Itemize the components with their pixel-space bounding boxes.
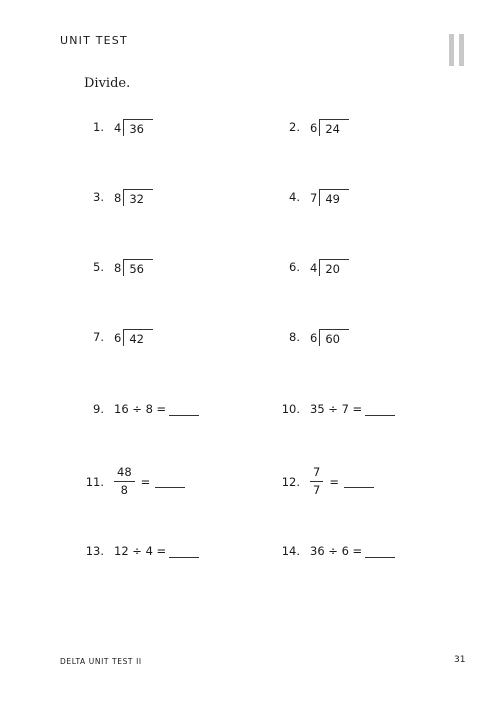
division-expression: 12 ÷ 4 = [114,544,167,558]
problem-number: 13. [85,544,104,558]
divisor: 8 [114,191,122,205]
division-expression: 36 ÷ 6 = [310,544,363,558]
problem-number: 7. [93,329,104,344]
answer-blank[interactable] [169,545,199,558]
answer-blank[interactable] [155,475,185,488]
denominator: 7 [313,483,321,497]
dividend: 36 [123,119,153,136]
divisor: 6 [310,331,318,345]
problem-13 [82,544,199,558]
divisor: 7 [310,191,318,205]
problem-5 [88,258,153,275]
problem-10 [278,402,395,416]
divisor: 8 [114,261,122,275]
long-division [114,118,153,135]
problem-3 [88,188,153,205]
equals-sign: = [329,474,339,489]
long-division [310,188,349,205]
footer-label: DELTA UNIT TEST II [60,657,142,666]
long-division [310,258,349,275]
problem-number: 11. [85,474,104,489]
numerator: 48 [114,466,135,482]
answer-blank[interactable] [169,403,199,416]
problem-2 [284,118,349,135]
problem-1 [88,118,153,135]
problem-number: 4. [289,189,300,204]
instruction-text: Divide. [84,76,131,91]
answer-blank[interactable] [365,403,395,416]
dividend: 42 [123,329,153,346]
dividend: 32 [123,189,153,206]
problem-8 [284,328,349,345]
problem-9 [88,402,199,416]
long-division [114,258,153,275]
problem-number: 8. [289,329,300,344]
answer-blank[interactable] [344,475,374,488]
division-expression: 35 ÷ 7 = [310,402,363,416]
equals-sign: = [140,474,151,489]
long-division [310,328,349,345]
divisor: 4 [114,121,122,135]
page-number: 31 [454,655,466,665]
problem-number: 10. [281,402,300,416]
problem-number: 5. [93,259,104,274]
divisor: 6 [114,331,122,345]
answer-blank[interactable] [365,545,395,558]
dividend: 20 [319,259,349,276]
dividend: 24 [319,119,349,136]
problem-12 [278,466,374,497]
problem-number: 2. [289,119,300,134]
problem-6 [284,258,349,275]
long-division [114,328,153,345]
problem-number: 1. [93,119,104,134]
fraction [114,466,135,497]
dividend: 49 [319,189,349,206]
problem-4 [284,188,349,205]
fraction [310,466,323,497]
dividend: 60 [319,329,349,346]
problem-7 [88,328,153,345]
division-expression: 16 ÷ 8 = [114,402,167,416]
problem-number: 12. [281,474,300,489]
problem-number: 6. [289,259,300,274]
header-title: UNIT TEST [60,34,128,47]
numerator: 7 [310,466,323,482]
unit-badge-roman-two [449,34,465,66]
problem-number: 9. [93,402,104,416]
problem-number: 14. [281,544,300,558]
divisor: 6 [310,121,318,135]
long-division [114,188,153,205]
problem-number: 3. [93,189,104,204]
problem-11 [82,466,185,497]
long-division [310,118,349,135]
denominator: 8 [120,483,128,497]
problem-14 [278,544,395,558]
dividend: 56 [123,259,153,276]
divisor: 4 [310,261,318,275]
